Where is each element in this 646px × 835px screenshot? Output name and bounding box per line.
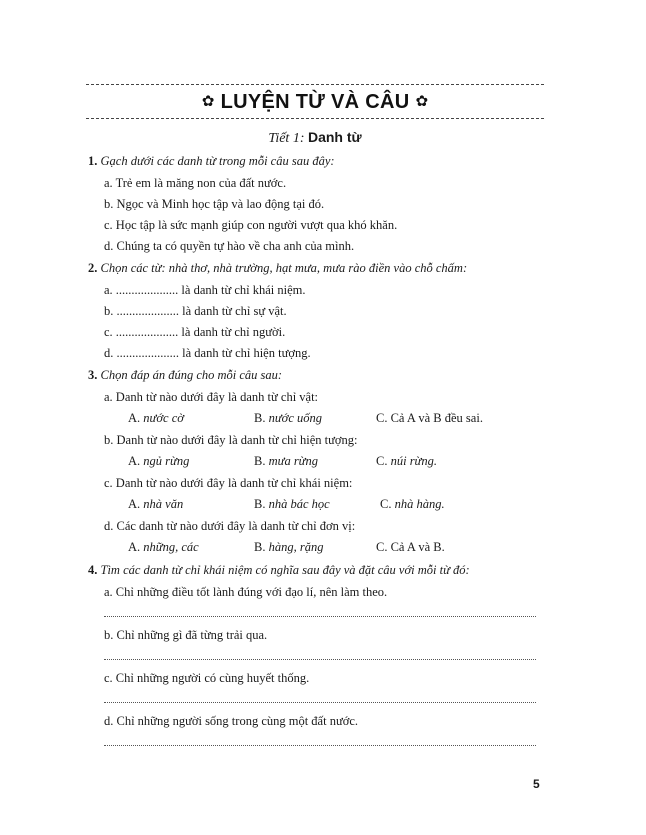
lesson-title: Danh từ	[307, 129, 362, 145]
mcq-stem: c. Danh từ nào dưới đây là danh từ chỉ khái niệm:	[104, 476, 353, 490]
question-prompt: Chọn đáp án đúng cho mỗi câu sau:	[100, 368, 283, 382]
flower-icon: ✿	[201, 93, 215, 110]
list-item: c. Chỉ những người có cùng huyết thống.	[104, 671, 310, 685]
page-number: 5	[533, 777, 540, 791]
option-text: ngủ rừng	[143, 454, 190, 468]
question-4	[88, 562, 470, 578]
header-top-rule	[86, 84, 544, 85]
mcq-option-a	[128, 539, 199, 555]
mcq-stem: b. Danh từ nào dưới đây là danh từ chỉ hiện tượng:	[104, 433, 358, 447]
list-item: b. Chỉ những gì đã từng trải qua.	[104, 628, 268, 642]
option-letter: A.	[128, 540, 141, 554]
option-text: Cả A và B đều sai.	[390, 411, 483, 425]
mcq-stem: d. Các danh từ nào dưới đây là danh từ chỉ đơn vị:	[104, 519, 356, 533]
answer-line[interactable]	[104, 702, 536, 703]
mcq-option-c	[380, 496, 445, 512]
list-item: a. Chỉ những điều tốt lành đúng với đạo lí, nên làm theo.	[104, 585, 388, 599]
option-letter: A.	[128, 411, 141, 425]
fill-blank-item: d. .................... là danh từ chỉ hiện tượng.	[104, 346, 311, 360]
mcq-option-a	[128, 496, 183, 512]
question-prompt: Chọn các từ: nhà thơ, nhà trường, hạt mưa, mưa rào điền vào chỗ chấm:	[100, 261, 468, 275]
fill-blank-item: a. .................... là danh từ chỉ khái niệm.	[104, 283, 306, 297]
question-number: 2.	[88, 261, 98, 275]
option-text: nước uống	[268, 411, 323, 425]
option-letter: B.	[254, 497, 266, 511]
option-text: nhà bác học	[268, 497, 330, 511]
option-letter: C.	[376, 454, 388, 468]
option-letter: B.	[254, 454, 266, 468]
fill-blank-item: b. .................... là danh từ chỉ sự vật.	[104, 304, 287, 318]
option-text: hàng, rặng	[268, 540, 324, 554]
answer-line[interactable]	[104, 745, 536, 746]
question-number: 3.	[88, 368, 98, 382]
section-title: LUYỆN TỪ VÀ CÂU	[220, 91, 410, 113]
option-letter: C.	[376, 540, 388, 554]
option-letter: C.	[376, 411, 388, 425]
list-item: a. Trẻ em là măng non của đất nước.	[104, 176, 287, 190]
fill-blank-item: c. .................... là danh từ chỉ người.	[104, 325, 286, 339]
question-1	[88, 153, 335, 169]
mcq-option-b	[254, 410, 322, 426]
lesson-heading	[86, 129, 544, 147]
option-text: nước cờ	[143, 411, 184, 425]
question-prompt: Tìm các danh từ chỉ khái niệm có nghĩa sau đây và đặt câu với mỗi từ đó:	[100, 563, 470, 577]
answer-line[interactable]	[104, 616, 536, 617]
option-letter: A.	[128, 497, 141, 511]
option-letter: B.	[254, 411, 266, 425]
option-text: nhà hàng.	[394, 497, 445, 511]
section-banner	[86, 88, 544, 116]
mcq-option-a	[128, 453, 189, 469]
option-text: mưa rừng	[268, 454, 318, 468]
mcq-option-b	[254, 496, 330, 512]
question-2	[88, 260, 467, 276]
option-text: Cả A và B.	[390, 540, 445, 554]
question-number: 1.	[88, 154, 98, 168]
list-item: c. Học tập là sức mạnh giúp con người vượt qua khó khăn.	[104, 218, 398, 232]
option-text: những, các	[143, 540, 199, 554]
lesson-label: Tiết 1:	[268, 131, 305, 146]
question-number: 4.	[88, 563, 98, 577]
option-text: núi rừng.	[390, 454, 437, 468]
mcq-option-c	[376, 453, 437, 469]
mcq-stem: a. Danh từ nào dưới đây là danh từ chỉ vật:	[104, 390, 319, 404]
question-3	[88, 367, 282, 383]
option-letter: C.	[380, 497, 392, 511]
header-bottom-rule	[86, 118, 544, 119]
option-letter: A.	[128, 454, 141, 468]
mcq-option-a	[128, 410, 184, 426]
option-letter: B.	[254, 540, 266, 554]
mcq-option-b	[254, 453, 318, 469]
list-item: d. Chỉ những người sống trong cùng một đất nước.	[104, 714, 359, 728]
mcq-option-b	[254, 539, 323, 555]
answer-line[interactable]	[104, 659, 536, 660]
mcq-option-c	[376, 410, 483, 426]
mcq-option-c	[376, 539, 445, 555]
flower-icon: ✿	[415, 93, 429, 110]
list-item: b. Ngọc và Minh học tập và lao động tại đó.	[104, 197, 325, 211]
list-item: d. Chúng ta có quyền tự hào về cha anh của mình.	[104, 239, 355, 253]
question-prompt: Gạch dưới các danh từ trong mỗi câu sau đây:	[100, 154, 335, 168]
option-text: nhà văn	[143, 497, 184, 511]
